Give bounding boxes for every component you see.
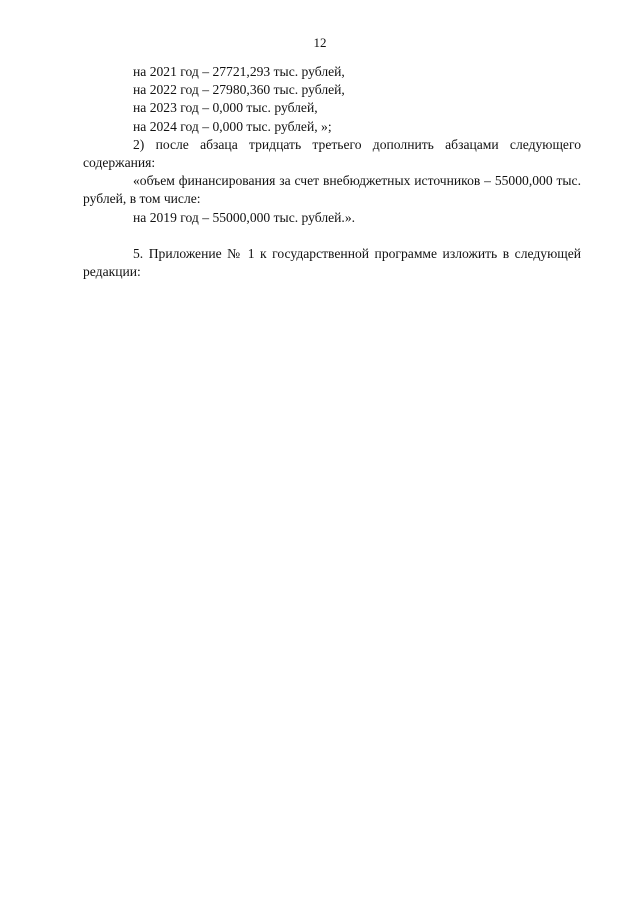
document-body bbox=[83, 63, 581, 281]
quote-paragraph: «объем финансирования за счет внебюджетных источников – 55000,000 тыс. рублей, в том числе: bbox=[83, 173, 581, 207]
page-number: 12 bbox=[313, 35, 327, 50]
paragraph-gap bbox=[83, 227, 581, 245]
funding-line-2021: на 2021 год – 27721,293 тыс. рублей, bbox=[133, 64, 345, 79]
funding-line-2024: на 2024 год – 0,000 тыс. рублей, »; bbox=[133, 118, 332, 134]
funding-line-2019: на 2019 год – 55000,000 тыс. рублей.». bbox=[133, 209, 356, 225]
funding-line-2023: на 2023 год – 0,000 тыс. рублей, bbox=[133, 100, 318, 116]
amendment-paragraph-5: 5. Приложение № 1 к государственной программе изложить в следующей редакции: bbox=[83, 245, 581, 280]
amendment-paragraph-2: 2) после абзаца тридцать третьего дополнить абзацами следующего содержания: bbox=[83, 136, 581, 171]
funding-line-2022: на 2022 год – 27980,360 тыс. рублей, bbox=[133, 82, 345, 98]
